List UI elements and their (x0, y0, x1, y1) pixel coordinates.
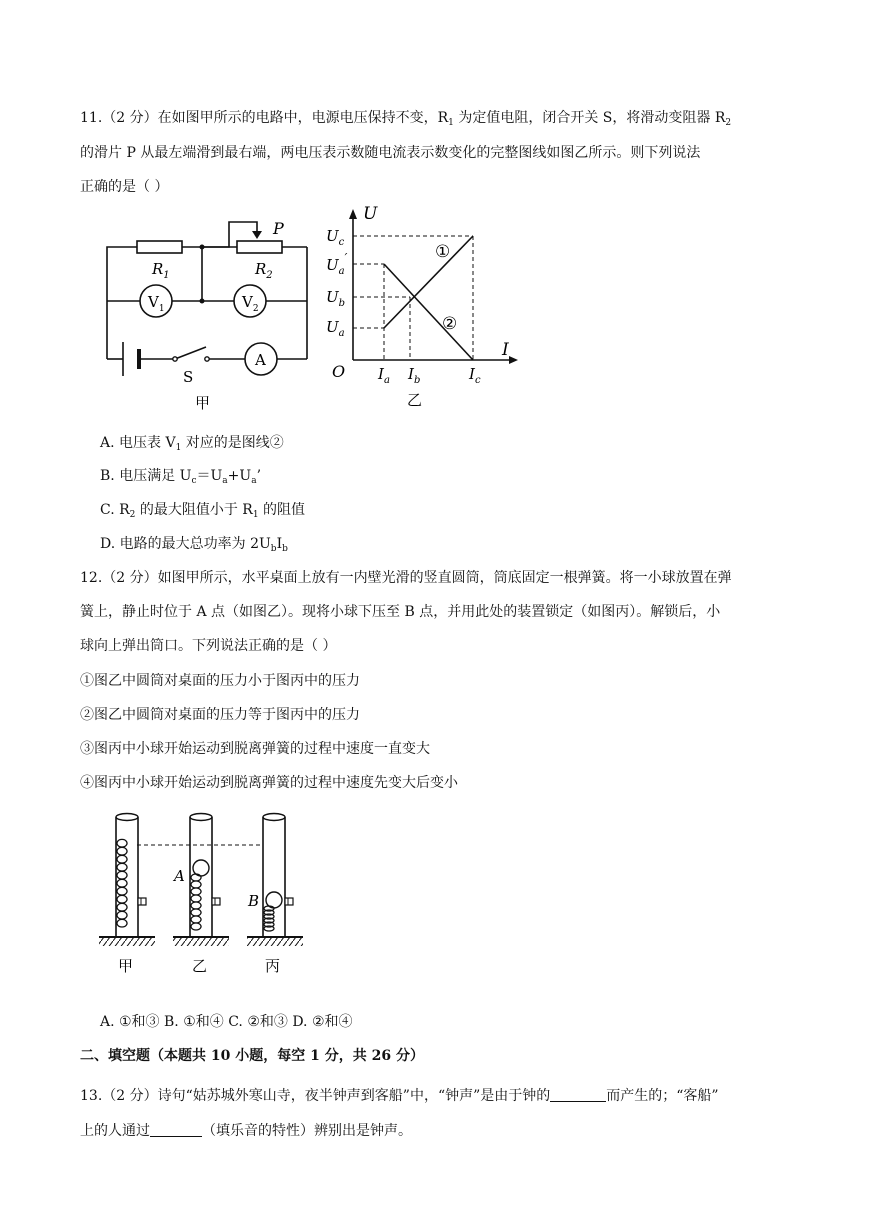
q11-option-c[interactable]: C. $R_2$ 的最大阻值小于 $R_1$ 的阻值 (100, 502, 306, 520)
q12-statement-1: ①图乙中圆筒对桌面的压力小于图丙中的压力 (80, 673, 360, 689)
ua-label: $U_a$ (326, 318, 345, 339)
q12-statement-4: ④图丙中小球开始运动到脱离弹簧的过程中速度先变大后变小 (80, 775, 458, 791)
q11-graph (325, 205, 520, 415)
q13-number: 13.（2 分） (80, 1088, 158, 1104)
q12-statement-2: ②图乙中圆筒对桌面的压力等于图丙中的压力 (80, 707, 360, 723)
q11-option-d[interactable]: D. 电路的最大总功率为 $2U_bI_b$ (100, 536, 288, 554)
v2-label: $V_2$ (242, 293, 259, 314)
tube-2 (172, 814, 220, 938)
q12-statement-3: ③图丙中小球开始运动到脱离弹簧的过程中速度一直变大 (80, 741, 430, 757)
q12-stem-line2: 簧上，静止时位于 A 点（如图乙）。现将小球下压至 B 点，并用此处的装置锁定（如图丙）。解锁后，小 (80, 604, 721, 620)
q13-line1: 13.（2 分）诗句“姑苏城外寒山寺，夜半钟声到客船”中，“钟声”是由于钟的 而产生的；“客船” (80, 1088, 719, 1104)
q13-line2: 上的人通过 （填乐音的特性）辨别出是钟声。 (80, 1123, 412, 1139)
q11-stem-line2: 的滑片 P 从最左端滑到最右端，两电压表示数随电流表示数变化的完整图线如图乙所示。则下列说法 (80, 145, 701, 161)
graph-line-1 (384, 236, 473, 328)
q11-stem-text: 在如图甲所示的电路中，电源电压保持不变，R (157, 110, 449, 126)
origin-label: O (332, 362, 346, 381)
spring-2 (191, 874, 201, 930)
q13-blank-2[interactable] (150, 1122, 202, 1137)
graph-caption: 乙 (407, 391, 423, 409)
switch-s-label: S (183, 368, 194, 386)
q11-number: 11.（2 分） (80, 110, 158, 126)
ub-label: $U_b$ (326, 288, 346, 309)
caption-bing: 丙 (265, 957, 281, 975)
ammeter-label: A (255, 351, 266, 369)
q11-option-b[interactable]: B. 电压满足 $U_c=U_a+U_a$’ (100, 468, 262, 486)
i-axis-label: I (502, 340, 509, 360)
caption-yi: 乙 (192, 957, 208, 975)
q11-option-a[interactable]: A. 电压表 $V_1$ 对应的是图线② (100, 435, 284, 453)
q13-blank-1[interactable] (550, 1087, 606, 1102)
tube-1 (116, 814, 146, 938)
ua-prime-label: $U_a'$ (326, 251, 348, 277)
q12-options[interactable]: A. ①和③ B. ①和④ C. ②和③ D. ②和④ (100, 1014, 353, 1030)
caption-jia: 甲 (118, 957, 134, 975)
r1-resistor (137, 241, 182, 253)
q11-r1-sub: 1 (448, 118, 454, 128)
q12-stem-line1: 12.（2 分）如图甲所示，水平桌面上放有一内壁光滑的竖直圆筒，筒底固定一根弹簧。将一小球放置在弹 (80, 570, 732, 586)
q11-stem-text: 为定值电阻，闭合开关 S，将滑动变阻器 R (453, 110, 726, 126)
ic-label: $I_c$ (469, 365, 481, 386)
q11-r2-sub: 2 (725, 118, 732, 128)
slider-arrow (252, 231, 262, 239)
slider-p-label: P (273, 219, 284, 238)
line-1-marker: ① (435, 242, 451, 262)
ia-label: $I_a$ (378, 365, 390, 386)
r2-resistor (237, 241, 282, 253)
lock-device-3 (285, 898, 293, 905)
ground-2 (173, 937, 229, 946)
r1-label: $R_1$ (152, 260, 170, 281)
ib-label: $I_b$ (408, 365, 421, 386)
q11-stem-line3: 正确的是（ ） (80, 179, 169, 195)
graph-line-2 (384, 264, 473, 360)
lock-device-2 (212, 898, 220, 905)
point-a-label: A (174, 867, 185, 885)
v1-label: $V_1$ (148, 293, 165, 314)
ground-3 (247, 937, 303, 946)
circuit-caption: 甲 (195, 394, 211, 412)
lock-device-1 (138, 898, 146, 905)
tube-3 (247, 814, 293, 938)
q12-number: 12.（2 分） (80, 570, 158, 586)
q11-stem-line1 (80, 108, 731, 133)
q12-stem-line3: 球向上弹出筒口。下列说法正确的是（ ） (80, 638, 337, 654)
u-axis-label: U (363, 205, 378, 224)
uc-label: $U_c$ (326, 227, 345, 248)
spring-3 (264, 906, 274, 931)
line-2-marker: ② (442, 314, 458, 334)
q12-spring-figure (95, 805, 320, 980)
q11-circuit-diagram (95, 212, 320, 412)
ground-1 (99, 937, 155, 946)
point-b-label: B (248, 892, 260, 910)
spring-1 (117, 839, 127, 927)
section-heading: 二、填空题（本题共 10 小题，每空 1 分，共 26 分） (80, 1048, 424, 1064)
r2-label: $R_2$ (255, 260, 273, 281)
